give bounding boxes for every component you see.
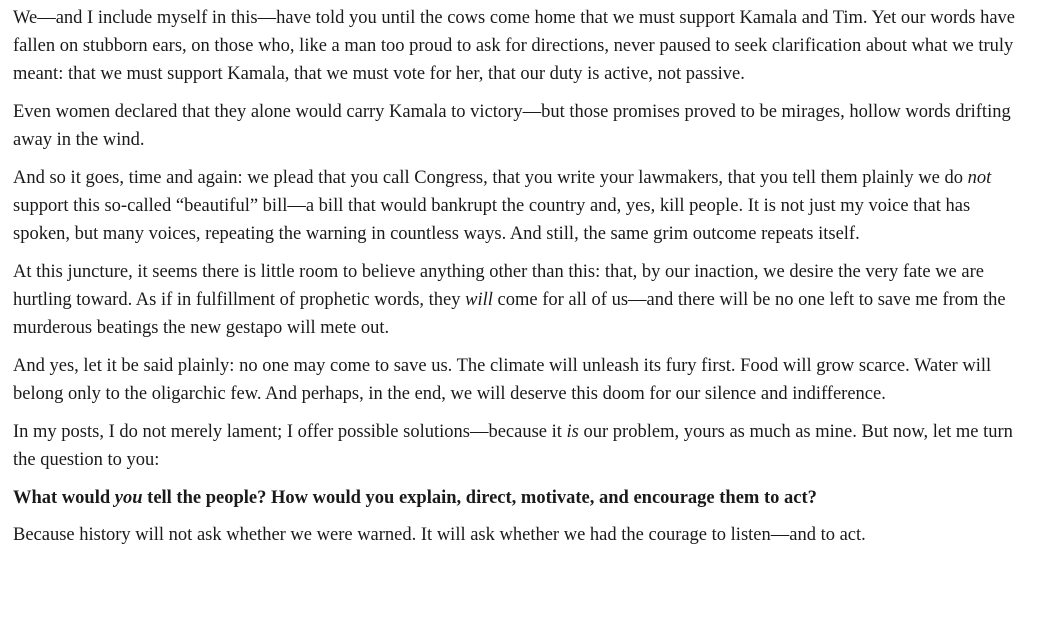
paragraph-4-emphasis: will bbox=[465, 290, 493, 310]
question-paragraph bbox=[13, 484, 1029, 512]
paragraph-6-emphasis: is bbox=[566, 422, 579, 442]
paragraph-4 bbox=[13, 258, 1029, 342]
paragraph-4-text-a: At this juncture, it seems there is little room to believe anything other than this: that, by our inaction, we desire the very fate we are hurtling toward. As if in fulfillment of prophetic words, they bbox=[13, 262, 984, 310]
paragraph-6-text-b: our problem, yours as much as mine. But now, let me turn the question to you: bbox=[13, 422, 1013, 470]
paragraph-5-text: And yes, let it be said plainly: no one may come to save us. The climate will unleash its fury first. Food will grow scarce. Water will belong only to the oligarchic few. And perhaps, in the end, we will deserve this doom for our silence and indifference. bbox=[13, 356, 992, 404]
paragraph-6-text-a: In my posts, I do not merely lament; I offer possible solutions—because it bbox=[13, 422, 567, 442]
paragraph-3 bbox=[13, 164, 1029, 248]
paragraph-3-text-a: And so it goes, time and again: we plead that you call Congress, that you write your lawmakers, that you tell them plainly we do bbox=[13, 168, 968, 188]
paragraph-2 bbox=[13, 98, 1029, 154]
closing-text: Because history will not ask whether we were warned. It will ask whether we had the courage to listen—and to act. bbox=[13, 525, 866, 545]
question-text-b: tell the people? How would you explain, direct, motivate, and encourage them to act? bbox=[142, 488, 817, 508]
closing-paragraph bbox=[13, 521, 1029, 549]
paragraph-6 bbox=[13, 418, 1029, 474]
paragraph-3-emphasis: not bbox=[967, 168, 992, 188]
paragraph-1 bbox=[13, 4, 1029, 88]
question-text-a: What would bbox=[13, 488, 115, 508]
question-emphasis: you bbox=[114, 488, 143, 508]
paragraph-4-text-b: come for all of us—and there will be no one left to save me from the murderous beatings the new gestapo will mete out. bbox=[13, 290, 1006, 338]
paragraph-3-text-b: support this so-called “beautiful” bill—a bill that would bankrupt the country and, yes, kill people. It is not just my voice that has spoken, but many voices, repeating the warning in countless ways. And still, the same grim outcome repeats itself. bbox=[13, 196, 971, 244]
paragraph-1-text: We—and I include myself in this—have told you until the cows come home that we must support Kamala and Tim. Yet our words have fallen on stubborn ears, on those who, like a man too proud to ask for directions, never paused to seek clarification about what we truly meant: that we must support Kamala, that we must vote for her, that our duty is active, not passive. bbox=[13, 8, 1015, 84]
paragraph-5 bbox=[13, 352, 1029, 408]
paragraph-2-text: Even women declared that they alone would carry Kamala to victory—but those promises proved to be mirages, hollow words drifting away in the wind. bbox=[13, 102, 1011, 150]
